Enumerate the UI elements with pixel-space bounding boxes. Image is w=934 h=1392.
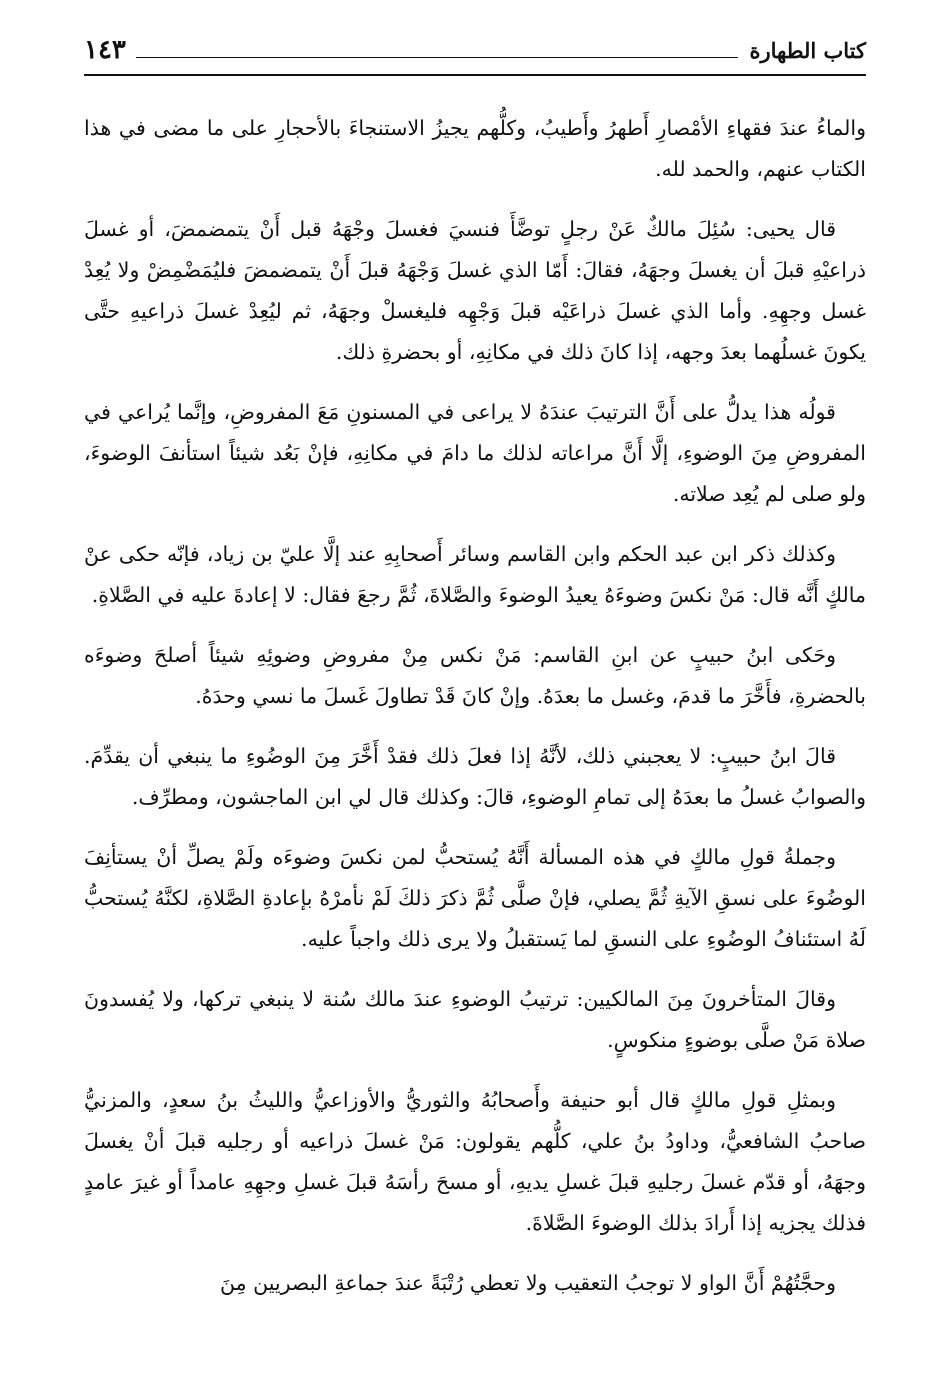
header-rule (84, 74, 866, 76)
paragraph-3: قولُه هذا يدلُّ على أَنَّ الترتيبَ عندَهُ لا يراعى في المسنونِ مَعَ المفروضِ، وإنَّما يُراعي في المفروضِ مِنَ الوضوءِ، إلَّا أَنَّ مراعاته لذلك ما دامَ في مكانِهِ، فإنْ بَعُد شيئاً استأنفَ الوضوءَ، ولو صلى لم يُعِد صلاته. (84, 400, 866, 506)
header-leader-line (136, 57, 738, 58)
paragraph-8: وقالَ المتأخرونَ مِنَ المالكيين: ترتيبُ الوضوءِ عندَ مالك سُنة لا ينبغي تركها، ولا يُفسدونَ صلاة مَنْ صلَّى بوضوءٍ منكوسٍ. (84, 987, 866, 1052)
paragraph-5: وحَكى ابنُ حبيبٍ عن ابنِ القاسم: مَنْ نكس مِنْ مفروضِ وضوئِهِ شيئاً أصلحَ وضوءَه بالحضرةِ، فأَخَّرَ ما قدمَ، وغسل ما بعدَهُ. وإنْ كانَ قَدْ تطاولَ غَسلَ ما نسي وحدَهُ. (84, 643, 866, 708)
paragraph-7: وجملةُ قولِ مالكٍ في هذه المسألة أَنَّهُ يُستحبُّ لمن نكسَ وضوءَه ولَمْ يصلِّ أنْ يستأنِفَ الوضُوءَ على نسقِ الآيةِ ثُمَّ يصلي، فإنْ صلَّى ثُمَّ ذكرَ ذلكَ لَمْ نأمرْهُ بإعادةِ الصَّلاةِ، لكنَّهُ يُستحبُّ لَهُ استئنافُ الوضُوءِ على النسقِ لما يَستقبلُ ولا يرى ذلك واجباً عليه. (84, 845, 866, 951)
paragraph-2: قال يحيى: سُئِلَ مالكٌ عَنْ رجلٍ توضَّأَ فنسيَ فغسلَ وجْهَهُ قبل أَنْ يتمضمضَ، أو غسلَ ذراعيْهِ قبلَ أن يغسلَ وجهَهُ، فقالَ: أَمّا الذي غسلَ وَجْهَهُ قبلَ أَنْ يتمضمضَ فليُمَضْمِضْ ولا يُعِدْ غسل وجهِهِ. وأما الذي غسلَ ذراعَيْه قبلَ وَجْهِه فليغسلْ وجهَهُ، ثم ليُعِدْ غسلَ ذراعيهِ حتَّى يكونَ غسلُهما بعدَ وجهه، إذا كانَ ذلك في مكانِهِ، أو بحضرةِ ذلك. (84, 217, 866, 364)
paragraph-10: وحجَّتُهُمْ أَنَّ الواو لا توجبُ التعقيب ولا تعطي رُتْبَةً عندَ جماعةِ البصريين مِنَ (220, 1271, 836, 1295)
paragraph-4: وكذلك ذكر ابن عبد الحكم وابن القاسم وسائر أَصحابِهِ عند إلَّا عليّ بن زياد، فإنّه حكى عنْ مالكٍ أَنَّه قال: مَنْ نكسَ وضوءَهُ يعيدُ الوضوءَ والصَّلاةَ، ثُمَّ رجعَ فقال: لا إعادةَ عليه في الصَّلاةِ. (84, 542, 866, 607)
paragraph-9: وبمثلِ قولِ مالكٍ قال أبو حنيفة وأَصحابُهُ والثوريُّ والأوزاعيُّ والليثُ بنُ سعدٍ، والمزنيُّ صاحبُ الشافعيُّ، وداودُ بنُ علي، كلُّهم يقولون: مَنْ غسلَ ذراعيه أو رجليه قبلَ أنْ يغسلَ وجهَهُ، أو قدّم غسلَ رجليهِ قبلَ غسلِ يديهِ، أو مسحَ رأسَهُ قبلَ غسلِ وجهِهِ عامداً أو غيرَ عامدٍ فذلك يجزيه إذا أَرادَ بذلك الوضوءَ الصَّلاةَ. (84, 1088, 866, 1235)
page-number: ١٤٣ (84, 35, 126, 65)
page-header (84, 30, 866, 70)
paragraph-6: قالَ ابنُ حبيبٍ: لا يعجبني ذلك، لأنَّهُ إذا فعلَ ذلك فقدْ أَخَّرَ مِنَ الوضُوءِ ما ينبغي أن يقدِّمَ. والصوابُ غسلُ ما بعدَهُ إلى تمامِ الوضوءِ، قالَ: وكذلك قال لي ابن الماجشون، ومطرِّف. (84, 744, 866, 809)
page-body (84, 108, 866, 1323)
chapter-title: كتاب الطهارة (749, 37, 866, 63)
paragraph-1: والماءُ عندَ فقهاءِ الأمْصارِ أَطهرُ وأَطيبُ، وكلُّهم يجيزُ الاستنجاءَ بالأحجارِ على ما مضى في هذا الكتاب عنهم، والحمد لله. (84, 116, 866, 181)
